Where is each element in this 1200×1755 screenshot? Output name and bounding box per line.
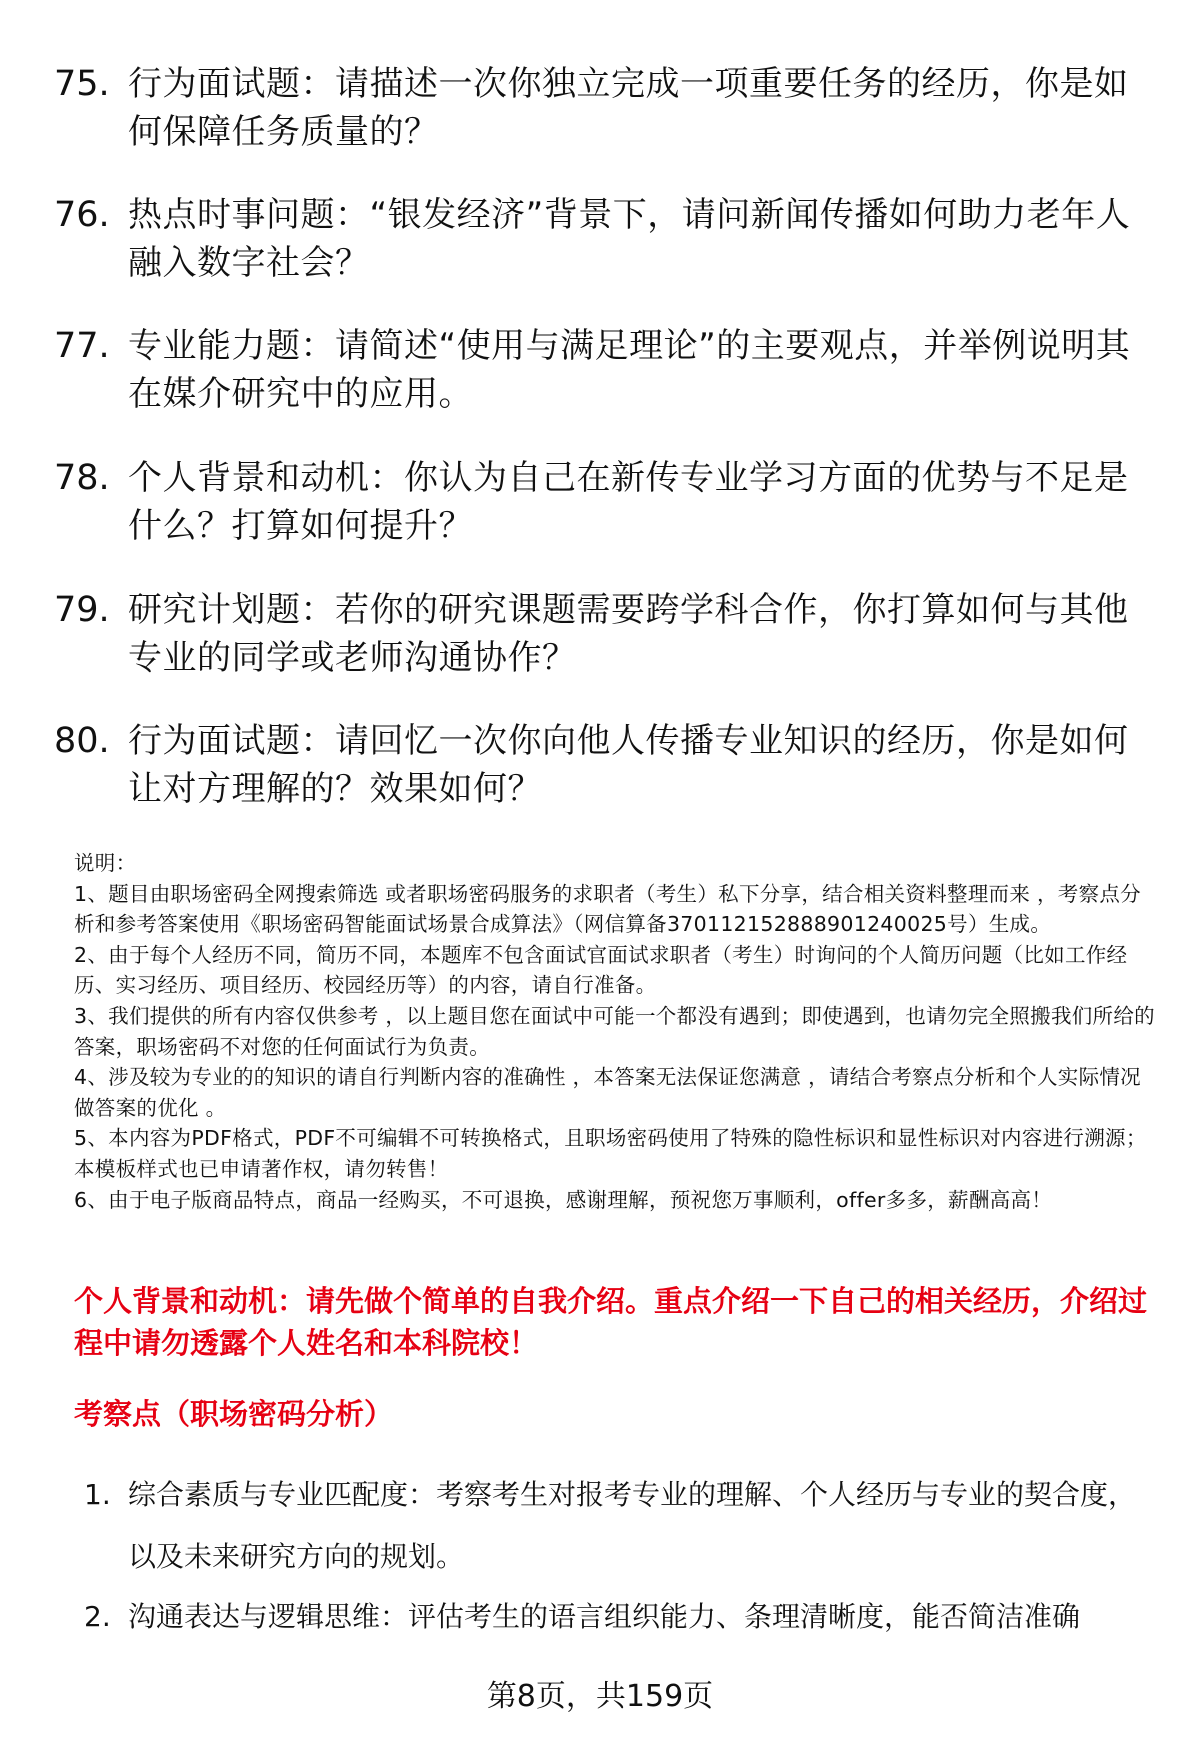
note-item: 2、由于每个人经历不同，简历不同，本题库不包含面试官面试求职者（考生）时询问的个人简历问题（比如工作经历、实习经历、项目经历、校园经历等）的内容，请自行准备。: [74, 942, 1128, 998]
question-text: 热点时事问题：“银发经济”背景下，请问新闻传播如何助力老年人融入数字社会？: [128, 195, 1131, 283]
featured-question: 个人背景和动机：请先做个简单的自我介绍。重点介绍一下自己的相关经历，介绍过程中请勿透露个人姓名和本科院校！: [74, 1284, 1148, 1360]
note-item: 6、由于电子版商品特点，商品一经购买，不可退换，感谢理解，预祝您万事顺利，offer多多，薪酬高高！: [74, 1187, 1053, 1212]
notes-section: [74, 848, 1156, 1215]
page-number: 第8页，共159页: [486, 1679, 714, 1714]
analysis-item-number: 2.: [84, 1600, 111, 1633]
question-text: 行为面试题：请描述一次你独立完成一项重要任务的经历，你是如何保障任务质量的？: [128, 64, 1129, 152]
question-number: 79.: [54, 590, 110, 630]
question-number: 80.: [54, 721, 110, 761]
question-text: 专业能力题：请简述“使用与满足理论”的主要观点，并举例说明其在媒介研究中的应用。: [128, 326, 1131, 414]
note-item: 4、涉及较为专业的的知识的请自行判断内容的准确性 ，本答案无法保证您满意 ，请结合考察点分析和个人实际情况做答案的优化 。: [74, 1065, 1141, 1120]
analysis-heading: 考察点（职场密码分析）: [74, 1397, 394, 1431]
note-item: 3、我们提供的所有内容仅供参考 ，以上题目您在面试中可能一个都没有遇到；即使遇到，也请勿完全照搬我们所给的答案，职场密码不对您的任何面试行为负责。: [74, 1003, 1155, 1059]
question-number: 75.: [54, 64, 110, 104]
notes-title: 说明：: [74, 851, 137, 875]
question-number: 78.: [54, 458, 110, 498]
note-item: 1、题目由职场密码全网搜索筛选 或者职场密码服务的求职者（考生）私下分享，结合相关资料整理而来 ，考察点分析和参考答案使用《职场密码智能面试场景合成算法》（网信算备370112152888901240025号）生成。: [74, 881, 1141, 937]
note-item: 5、本内容为PDF格式，PDF不可编辑不可转换格式，且职场密码使用了特殊的隐性标识和显性标识对内容进行溯源；本模板样式也已申请著作权，请勿转售！: [74, 1126, 1147, 1181]
analysis-item-text: 综合素质与专业匹配度：考察考生对报考专业的理解、个人经历与专业的契合度，以及未来研究方向的规划。: [128, 1478, 1137, 1573]
question-text: 研究计划题：若你的研究课题需要跨学科合作，你打算如何与其他专业的同学或老师沟通协作？: [128, 590, 1129, 678]
analysis-item-text: 沟通表达与逻辑思维：评估考生的语言组织能力、条理清晰度，能否简洁准确: [128, 1600, 1081, 1633]
question-text: 行为面试题：请回忆一次你向他人传播专业知识的经历，你是如何让对方理解的？效果如何？: [128, 721, 1129, 809]
question-number: 77.: [54, 326, 110, 366]
question-number: 76.: [54, 195, 110, 235]
analysis-item-number: 1.: [84, 1478, 111, 1511]
question-text: 个人背景和动机：你认为自己在新传专业学习方面的优势与不足是什么？打算如何提升？: [128, 458, 1129, 546]
